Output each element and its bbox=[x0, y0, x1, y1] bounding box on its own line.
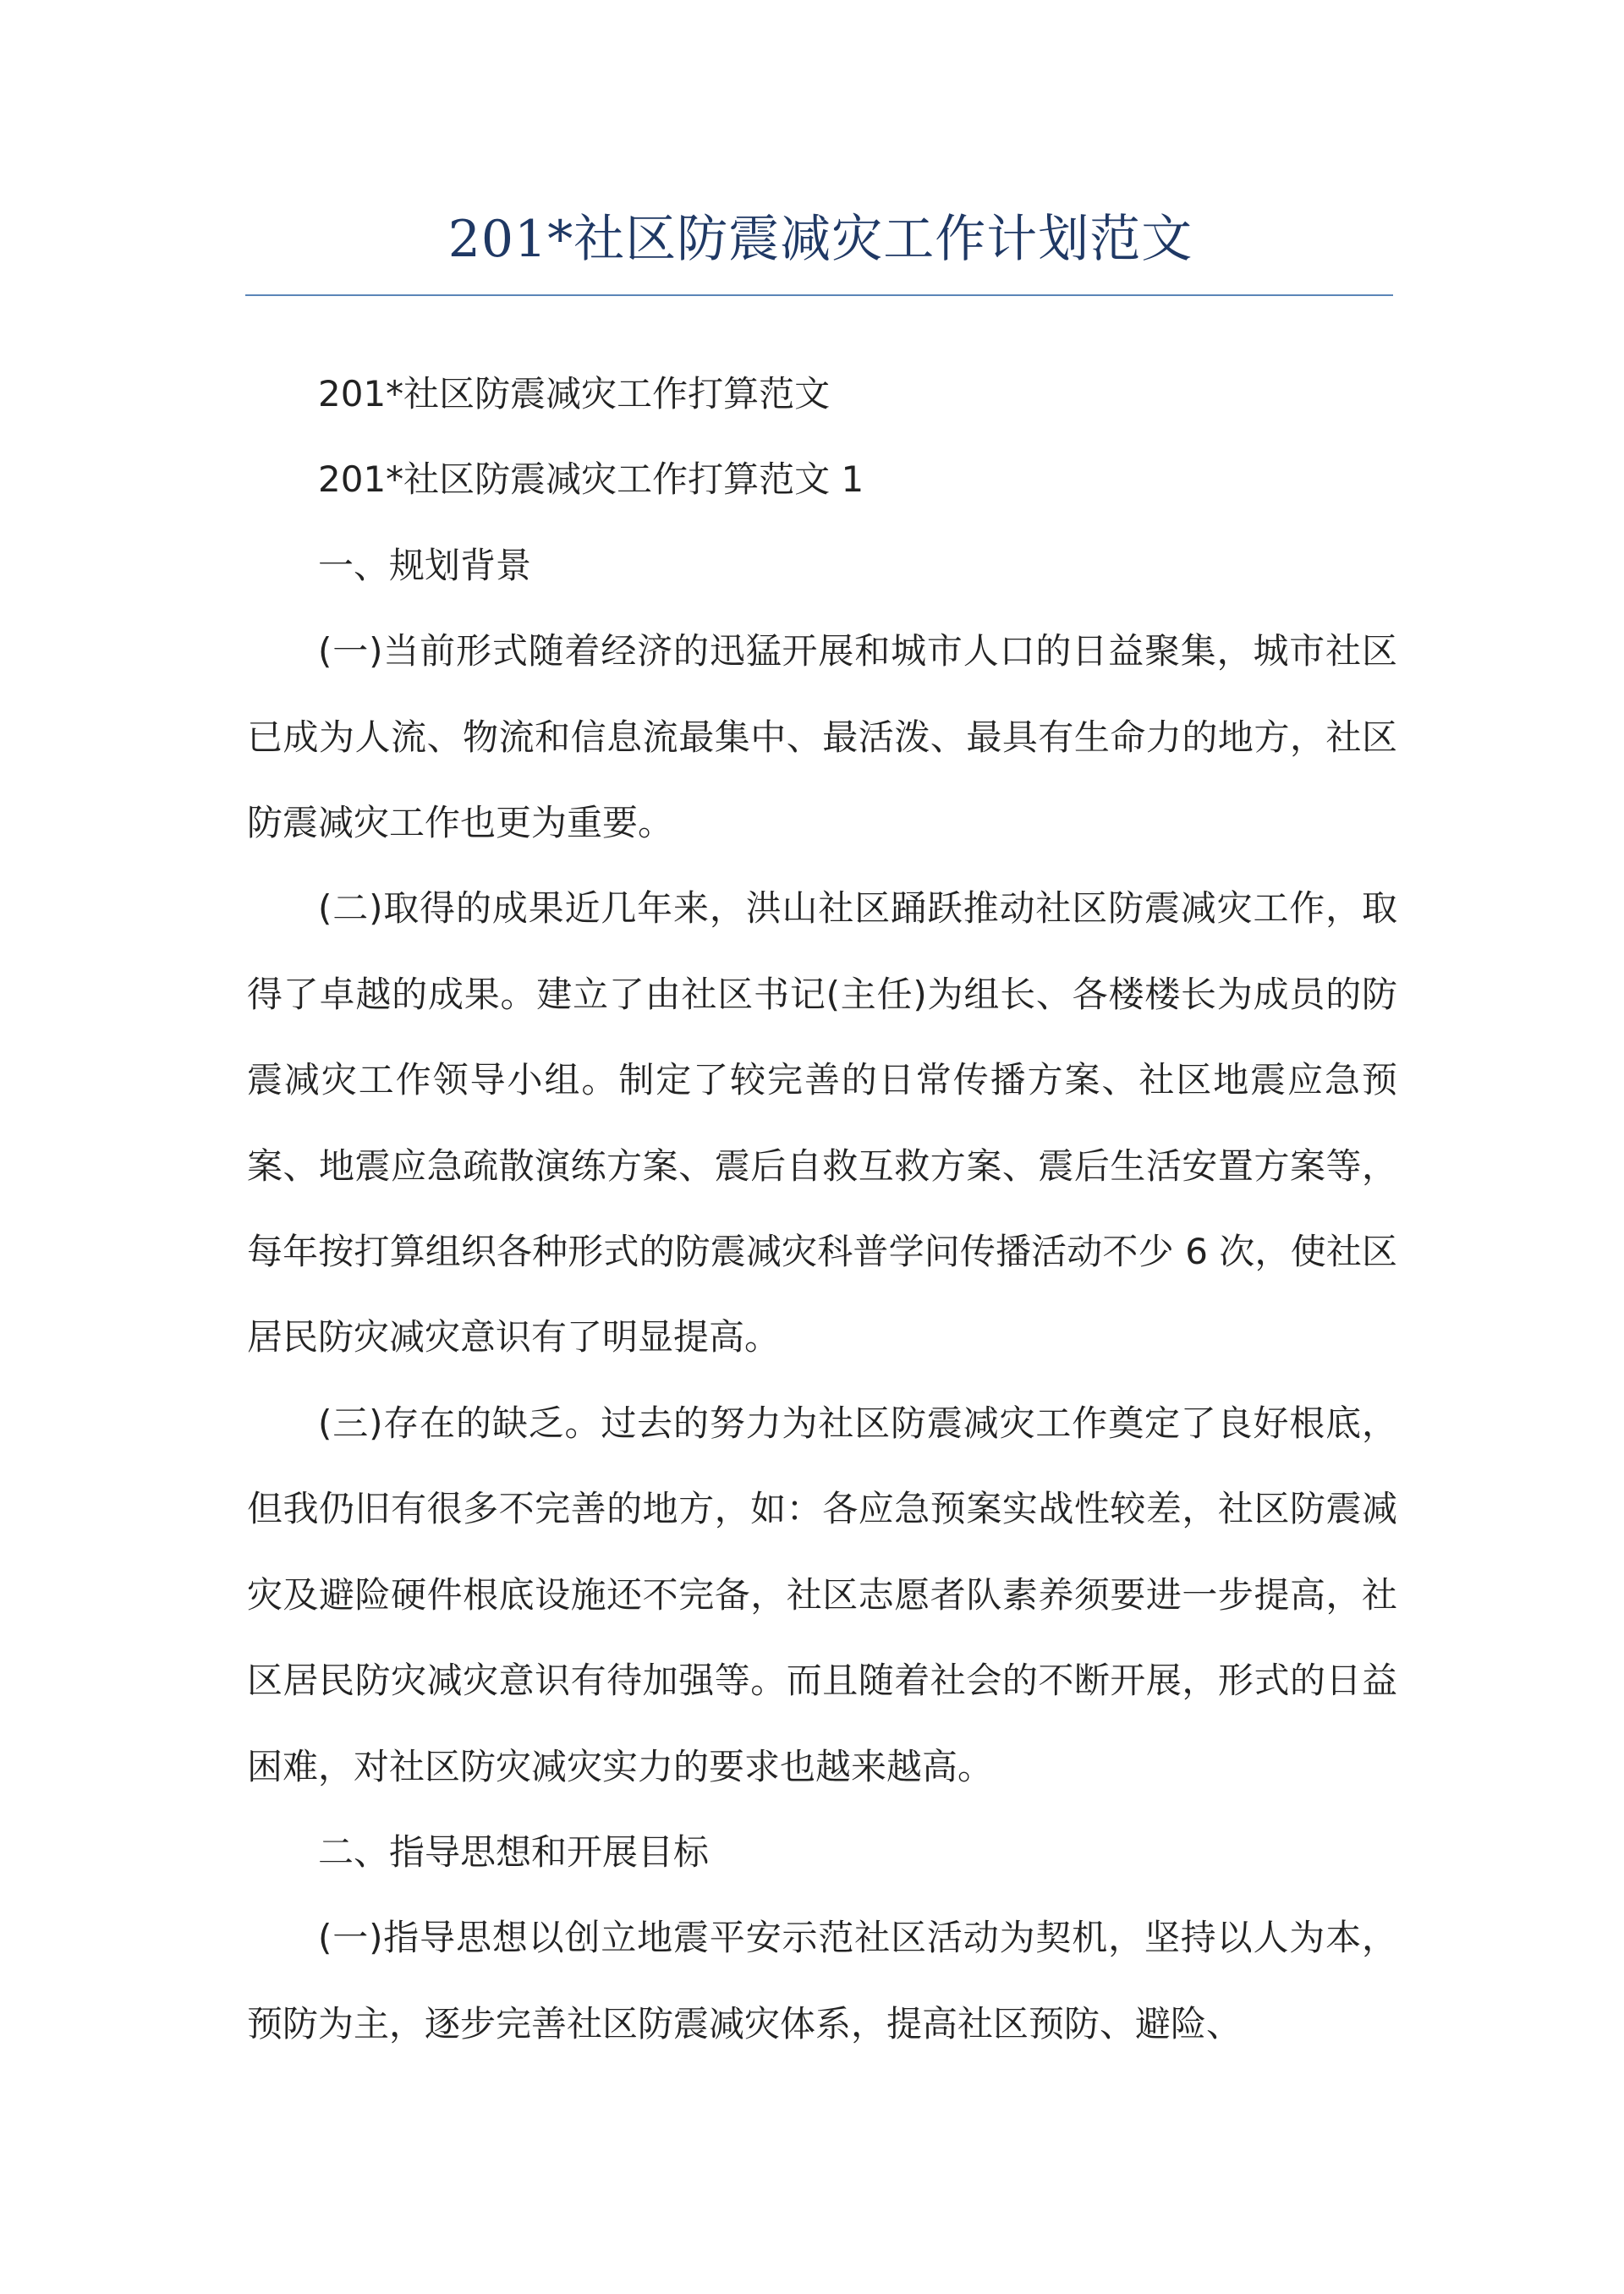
paragraph-heading: 201*社区防震减灾工作打算范文 bbox=[318, 373, 831, 414]
paragraph-current-situation: (一)当前形式随着经济的迅猛开展和城市人口的日益聚集，城市社区已成为人流、物流和信息流最集中、最活泼、最具有生命力的地方，社区防震减灾工作也更为重要。 bbox=[247, 630, 1397, 844]
paragraph-achievements: (二)取得的成果近几年来，洪山社区踊跃推动社区防震减灾工作，取得了卓越的成果。建立了由社区书记(主任)为组长、各楼楼长为成员的防震减灾工作领导小组。制定了较完善的日常传播方案、社区地震应急预案、地震应急疏散演练方案、震后自救互救方案、震后生活安置方案等，每年按打算组织各种形式的防震减灾科普学问传播活动不少 6 次，使社区居民防灾减灾意识有了明显提高。 bbox=[247, 887, 1397, 1358]
document-title: 201*社区防震减灾工作计划范文 bbox=[447, 210, 1193, 269]
paragraph-subheading: 201*社区防震减灾工作打算范文 1 bbox=[318, 458, 864, 501]
section-heading-background: 一、规划背景 bbox=[318, 544, 532, 586]
section-heading-guidance: 二、指导思想和开展目标 bbox=[318, 1830, 710, 1873]
title-divider bbox=[245, 294, 1393, 296]
document-body bbox=[247, 351, 1397, 2066]
paragraph-guiding-thought: (一)指导思想以创立地震平安示范社区活动为契机，坚持以人为本，预防为主，逐步完善社区防震减灾体系，提高社区预防、避险、 bbox=[247, 1917, 1397, 2044]
paragraph-shortcomings: (三)存在的缺乏。过去的努力为社区防震减灾工作奠定了良好根底，但我仍旧有很多不完善的地方，如：各应急预案实战性较差，社区防震减灾及避险硬件根底设施还不完备，社区志愿者队素养须要进一步提高，社区居民防灾减灾意识有待加强等。而且随着社会的不断开展，形式的日益困难，对社区防灾减灾实力的要求也越来越高。 bbox=[247, 1402, 1397, 1787]
